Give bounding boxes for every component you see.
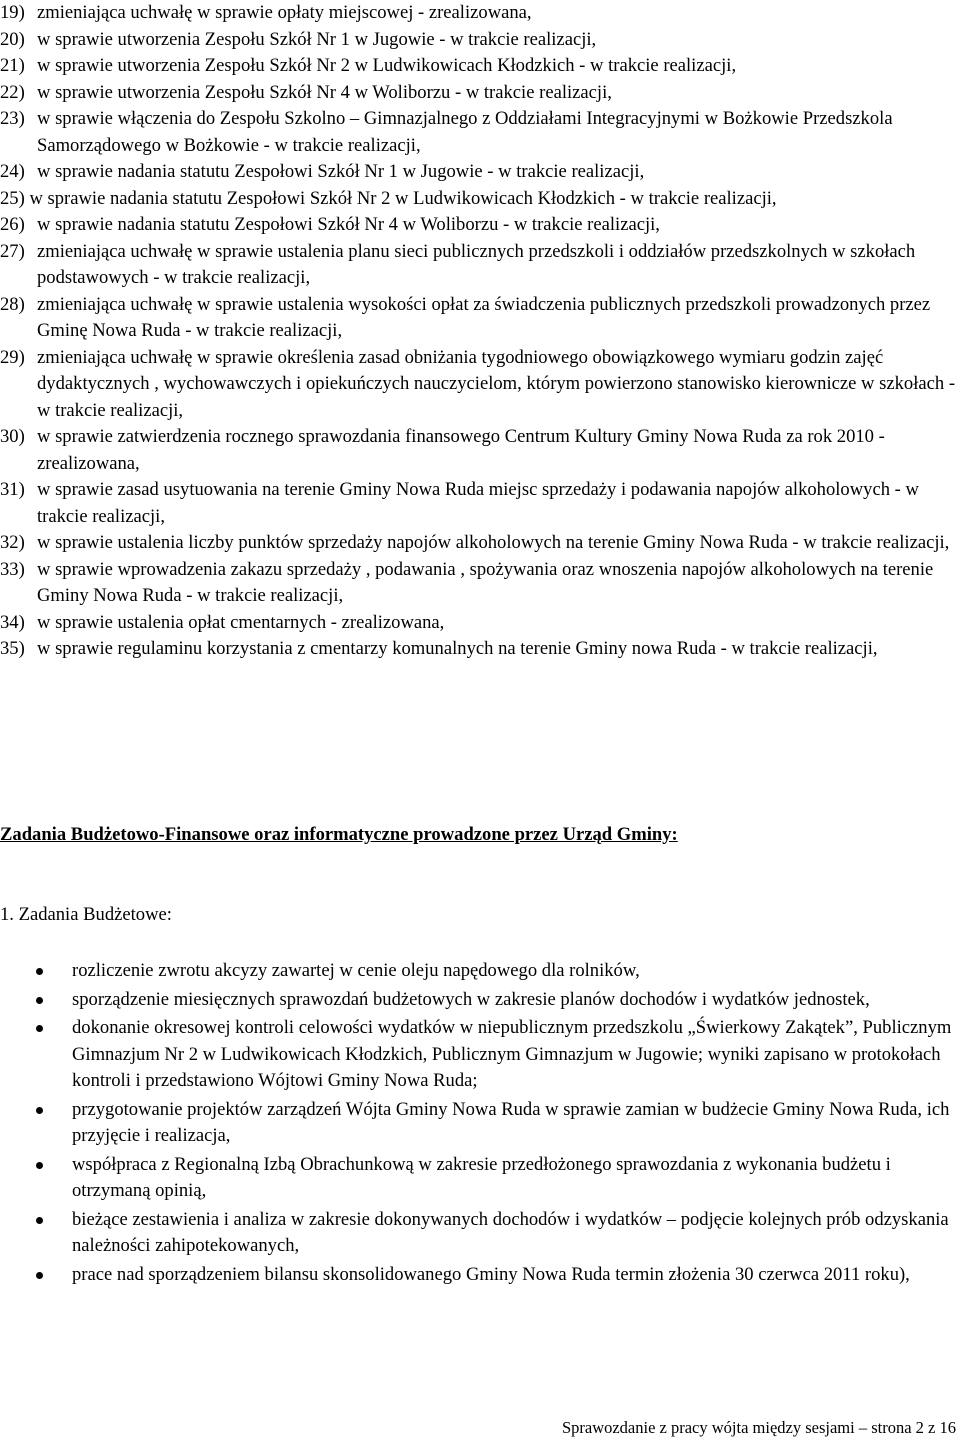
- list-item-number: 29): [0, 346, 25, 368]
- list-item-number: 28): [0, 293, 25, 315]
- list-item-text: w sprawie włączenia do Zespołu Szkolno – Gimnazjalnego z Oddziałami Integracyjnymi w Bożkowie Przedszkola Samorządowego w Bożkowie - w trakcie realizacji,: [37, 108, 893, 156]
- list-item-text: w sprawie nadania statutu Zespołowi Szkół Nr 4 w Woliborzu - w trakcie realizacji,: [37, 214, 660, 235]
- bullet-text: przygotowanie projektów zarządzeń Wójta Gminy Nowa Ruda w sprawie zamian w budżecie Gminy Nowa Ruda, ich przyjęcie i realizacja,: [72, 1098, 950, 1146]
- list-item-text: w sprawie zatwierdzenia rocznego sprawozdania finansowego Centrum Kultury Gminy Nowa Ruda za rok 2010 - zrealizowana,: [37, 426, 885, 474]
- bullet-icon: [36, 1162, 43, 1169]
- list-item-number: 22): [0, 81, 25, 103]
- list-item-text: zmieniająca uchwałę w sprawie ustalenia planu sieci publicznych przedszkoli i oddziałów przedszkolnych w szkołach podstawowych - w trakcie realizacji,: [37, 240, 916, 288]
- list-item-number: 20): [0, 28, 25, 50]
- list-item-number: 34): [0, 611, 25, 633]
- bullet-icon: [36, 1217, 43, 1224]
- sub-heading: 1. Zadania Budżetowe:: [0, 904, 172, 925]
- list-item-number: 31): [0, 479, 25, 500]
- list-item-text: w sprawie utworzenia Zespołu Szkół Nr 1 w Jugowie - w trakcie realizacji,: [37, 28, 597, 50]
- list-item-number: 33): [0, 558, 25, 580]
- bullet-icon: [36, 968, 43, 975]
- list-item-text: w sprawie regulaminu korzystania z cmentarzy komunalnych na terenie Gminy nowa Ruda - w trakcie realizacji,: [37, 638, 878, 659]
- list-item-number: 27): [0, 240, 25, 262]
- budget-tasks-list: [0, 958, 958, 1290]
- list-item: [0, 53, 958, 80]
- bullet-text: dokonanie okresowej kontroli celowości wydatków w niepublicznym przedszkolu „Świerkowy Zakątek”, Publicznym Gimnazjum Nr 2 w Ludwikowicach Kłodzkich, Publicznym Gimnazjum w Jugowie; wyniki zapisano w protokołach kontroli i przedstawiono Wójtowi Gminy Nowa Ruda;: [72, 1017, 952, 1091]
- list-item-number: 35): [0, 638, 25, 659]
- list-item: [0, 212, 958, 239]
- list-item-text: w sprawie wprowadzenia zakazu sprzedaży , podawania , spożywania oraz wnoszenia napojów alkoholowych na terenie Gminy Nowa Ruda - w trakcie realizacji,: [37, 558, 934, 606]
- list-item-number: 19): [0, 2, 25, 23]
- bullet-text: prace nad sporządzeniem bilansu skonsolidowanego Gminy Nowa Ruda termin złożenia 30 czerwca 2011 roku),: [72, 1263, 910, 1285]
- list-item-number: 32): [0, 532, 25, 553]
- list-item: [0, 1207, 958, 1260]
- list-item-text: w sprawie nadania statutu Zespołowi Szkół Nr 1 w Jugowie - w trakcie realizacji,: [37, 161, 645, 182]
- list-item-text: zmieniająca uchwałę w sprawie określenia zasad obniżania tygodniowego obowiązkowego wymiaru godzin zajęć dydaktycznych , wychowawczych i opiekuńczych nauczycielom, którym powierzono stanowisko kierownicze w szkołach - w trakcie realizacji,: [37, 346, 956, 421]
- bullet-icon: [36, 1107, 43, 1114]
- list-item: [0, 557, 958, 610]
- list-item-text: w sprawie ustalenia opłat cmentarnych - zrealizowana,: [37, 611, 445, 633]
- list-item: [0, 1262, 958, 1289]
- list-item: [0, 186, 958, 213]
- list-item-text: w sprawie zasad usytuowania na terenie Gminy Nowa Ruda miejsc sprzedaży i podawania napojów alkoholowych - w trakcie realizacji,: [37, 479, 919, 527]
- list-item: [0, 292, 958, 345]
- list-item-number: 23): [0, 108, 25, 129]
- list-item-number: 25): [0, 187, 25, 209]
- page-footer: Sprawozdanie z pracy wójta między sesjami – strona 2 z 16: [561, 1418, 956, 1437]
- list-item-number: 30): [0, 426, 25, 447]
- list-item: [0, 424, 958, 477]
- list-item: [0, 1152, 958, 1205]
- resolution-list: [0, 0, 958, 663]
- list-item: [0, 958, 958, 985]
- list-item: [0, 80, 958, 107]
- list-item: [0, 530, 958, 557]
- section-heading: Zadania Budżetowo-Finansowe oraz informatyczne prowadzone przez Urząd Gminy:: [0, 824, 678, 845]
- list-item: [0, 1015, 958, 1095]
- bullet-icon: [36, 1025, 43, 1032]
- list-item-text: w sprawie utworzenia Zespołu Szkół Nr 2 w Ludwikowicach Kłodzkich - w trakcie realizacji,: [37, 55, 737, 76]
- bullet-text: bieżące zestawienia i analiza w zakresie dokonywanych dochodów i wydatków – podjęcie kolejnych prób odzyskania należności zahipotekowanych,: [72, 1208, 949, 1256]
- list-item: [0, 106, 958, 159]
- list-item: [0, 27, 958, 54]
- list-item-text: w sprawie utworzenia Zespołu Szkół Nr 4 w Woliborzu - w trakcie realizacji,: [37, 81, 612, 103]
- bullet-text: sporządzenie miesięcznych sprawozdań budżetowych w zakresie planów dochodów i wydatków jednostek,: [72, 988, 870, 1010]
- list-item: [0, 345, 958, 425]
- list-item: [0, 477, 958, 530]
- bullet-icon: [36, 997, 43, 1004]
- list-item-text: zmieniająca uchwałę w sprawie opłaty miejscowej - zrealizowana,: [37, 2, 532, 23]
- bullet-text: współpraca z Regionalną Izbą Obrachunkową w zakresie przedłożonego sprawozdania z wykonania budżetu i otrzymaną opinią,: [72, 1153, 891, 1201]
- list-item: [0, 610, 958, 637]
- list-item: [0, 987, 958, 1014]
- list-item: [0, 159, 958, 186]
- list-item: [0, 239, 958, 292]
- bullet-icon: [36, 1272, 43, 1279]
- list-item-text: w sprawie ustalenia liczby punktów sprzedaży napojów alkoholowych na terenie Gminy Nowa Ruda - w trakcie realizacji,: [37, 532, 950, 553]
- list-item-number: 26): [0, 214, 25, 235]
- list-item-number: 21): [0, 55, 25, 76]
- bullet-text: rozliczenie zwrotu akcyzy zawartej w cenie oleju napędowego dla rolników,: [72, 960, 640, 981]
- list-item-number: 24): [0, 161, 25, 182]
- list-item-text: w sprawie nadania statutu Zespołowi Szkół Nr 2 w Ludwikowicach Kłodzkich - w trakcie realizacji,: [29, 187, 777, 209]
- list-item-text: zmieniająca uchwałę w sprawie ustalenia wysokości opłat za świadczenia publicznych przedszkoli prowadzonych przez Gminę Nowa Ruda - w trakcie realizacji,: [37, 293, 931, 341]
- list-item: [0, 636, 958, 663]
- list-item: [0, 0, 958, 27]
- list-item: [0, 1097, 958, 1150]
